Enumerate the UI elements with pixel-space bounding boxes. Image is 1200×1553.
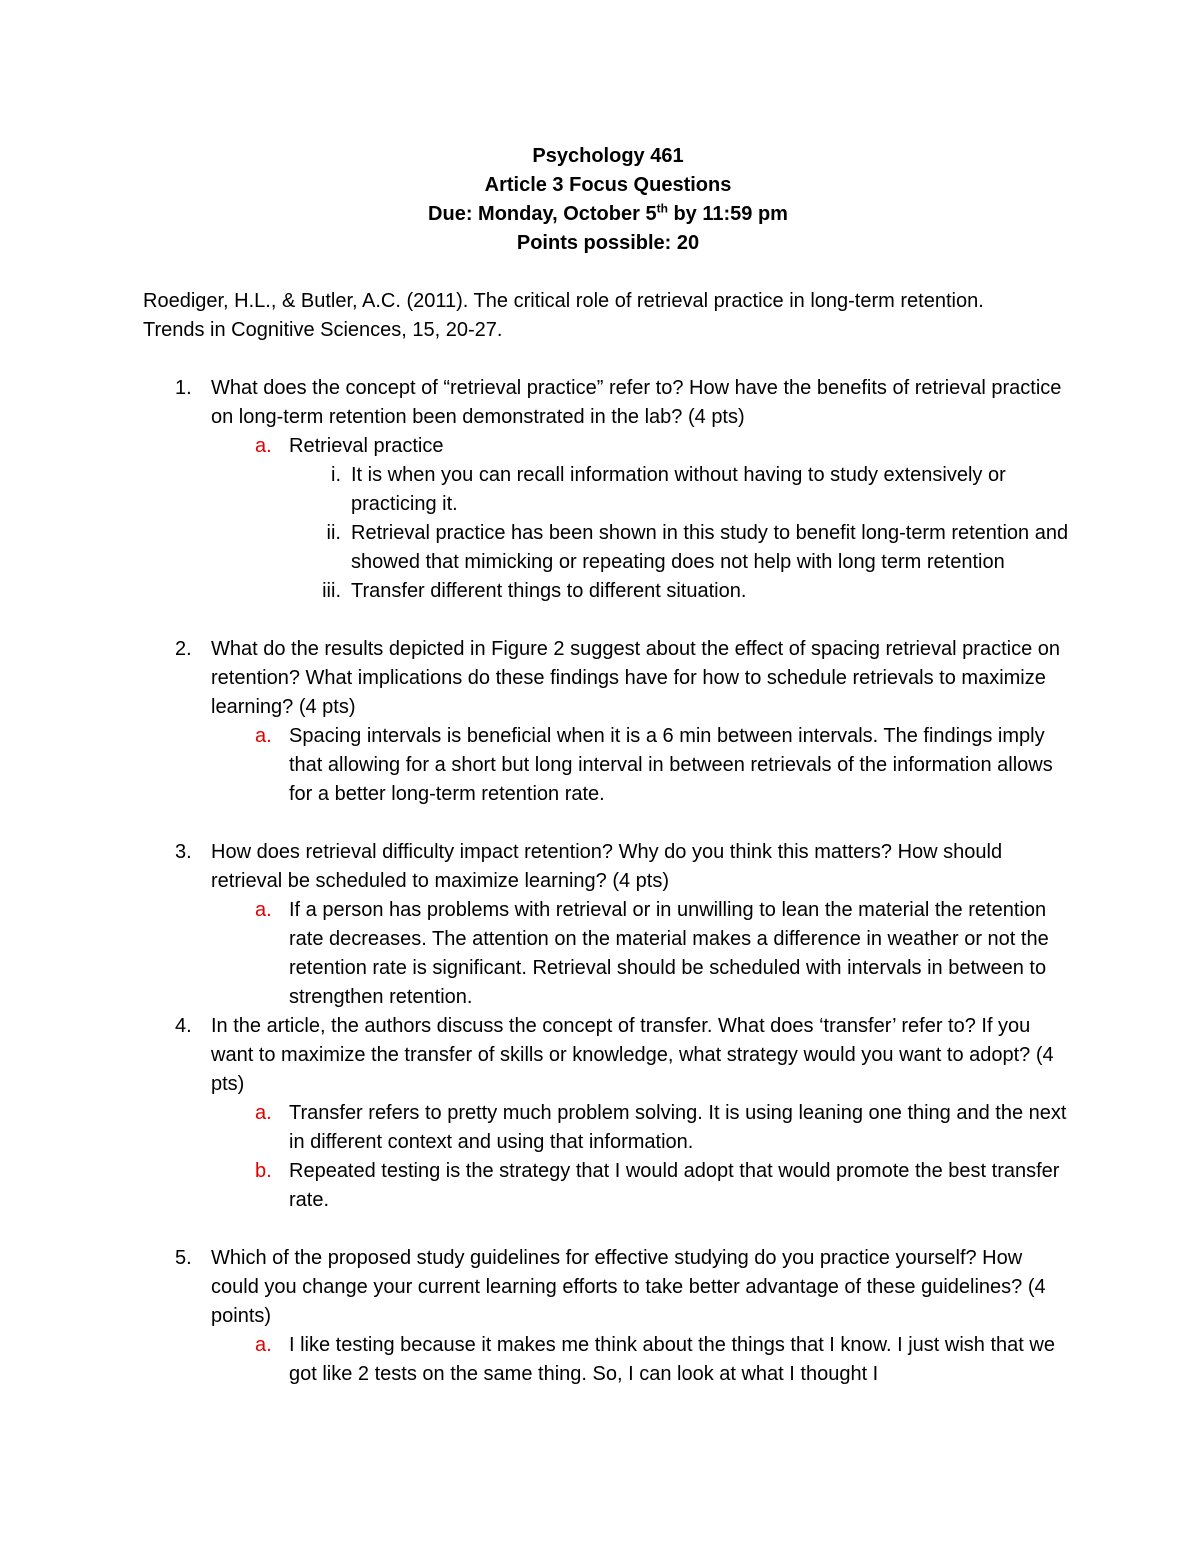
course-title: Psychology 461: [532, 145, 684, 167]
answer-item: [221, 896, 1073, 1012]
due-date-superscript: th: [656, 201, 668, 216]
question-text: How does retrieval difficulty impact retention? Why do you think this matters? How should retrieval be scheduled to maximize learning? (4 pts): [211, 841, 1003, 892]
sub-answer-item: [211, 519, 1073, 577]
answer-item: [221, 432, 1073, 461]
question-text: In the article, the authors discuss the concept of transfer. What does ‘transfer’ refer to? If you want to maximize the transfer of skills or knowledge, what strategy would you want to adopt? (4 pts): [211, 1015, 1054, 1095]
answer-letter: a.: [255, 725, 272, 747]
answer-letter: a.: [255, 899, 272, 921]
sub-answer-number: iii.: [322, 580, 341, 602]
question-number: 4.: [175, 1015, 192, 1037]
question-number: 5.: [175, 1247, 192, 1269]
answer-text: Retrieval practice: [289, 435, 444, 457]
answer-letter: a.: [255, 435, 272, 457]
question-text: Which of the proposed study guidelines for effective studying do you practice yourself? How could you change your current learning efforts to take better advantage of these guidelines? (4 points): [211, 1247, 1046, 1327]
sub-answer-item: [211, 577, 1073, 606]
assignment-title: Article 3 Focus Questions: [484, 174, 732, 196]
due-date-prefix: Due: Monday, October 5: [428, 203, 657, 225]
question-text: What does the concept of “retrieval practice” refer to? How have the benefits of retrieval practice on long-term retention been demonstrated in the lab? (4 pts): [211, 377, 1062, 428]
answer-text: Spacing intervals is beneficial when it is a 6 min between intervals. The findings imply that allowing for a short but long interval in between retrievals of the information allows for a better long-term retention rate.: [289, 725, 1053, 805]
question-text: What do the results depicted in Figure 2 suggest about the effect of spacing retrieval practice on retention? What implications do these findings have for how to schedule retrievals to maximize learning? (4 pts): [211, 638, 1061, 718]
question-item: [143, 635, 1073, 722]
answer-item: [221, 1099, 1073, 1157]
answer-letter: a.: [255, 1102, 272, 1124]
question-number: 1.: [175, 377, 192, 399]
points-possible: Points possible: 20: [516, 232, 700, 254]
sub-answer-number: ii.: [326, 522, 341, 544]
due-date: [143, 200, 1073, 229]
citation-line-2: Trends in Cognitive Sciences, 15, 20-27.: [143, 319, 503, 341]
question-item: [143, 1012, 1073, 1099]
answer-text: Repeated testing is the strategy that I would adopt that would promote the best transfer rate.: [289, 1160, 1060, 1211]
question-number: 3.: [175, 841, 192, 863]
due-date-suffix: by 11:59 pm: [667, 203, 788, 225]
sub-answer-number: i.: [331, 464, 341, 486]
answer-item: [221, 1157, 1073, 1215]
sub-answer-text: Transfer different things to different situation.: [351, 580, 747, 602]
question-item: [143, 838, 1073, 896]
answer-text: If a person has problems with retrieval or in unwilling to lean the material the retention rate decreases. The attention on the material makes a difference in weather or not the retention rate is significant. Retrieval should be scheduled with intervals in between to strengthen retention.: [289, 899, 1049, 1008]
answer-letter: a.: [255, 1334, 272, 1356]
question-item: [143, 374, 1073, 432]
answer-letter: b.: [255, 1160, 272, 1182]
document-header: [143, 142, 1073, 258]
citation-line-1: Roediger, H.L., & Butler, A.C. (2011). The critical role of retrieval practice in long-term retention.: [143, 290, 984, 312]
answer-item: [221, 722, 1073, 809]
answer-item: [221, 1331, 1073, 1389]
document-page: [143, 142, 1073, 1389]
sub-answer-item: [211, 461, 1073, 519]
question-list: [143, 374, 1073, 1389]
sub-answer-text: Retrieval practice has been shown in this study to benefit long-term retention and showed that mimicking or repeating does not help with long term retention: [351, 522, 1069, 573]
question-item: [143, 1244, 1073, 1331]
article-citation: [143, 287, 1073, 345]
answer-text: Transfer refers to pretty much problem solving. It is using leaning one thing and the next in different context and using that information.: [289, 1102, 1067, 1153]
sub-answer-text: It is when you can recall information without having to study extensively or practicing it.: [351, 464, 1006, 515]
question-number: 2.: [175, 638, 192, 660]
answer-text: I like testing because it makes me think about the things that I know. I just wish that we got like 2 tests on the same thing. So, I can look at what I thought I: [289, 1334, 1055, 1385]
